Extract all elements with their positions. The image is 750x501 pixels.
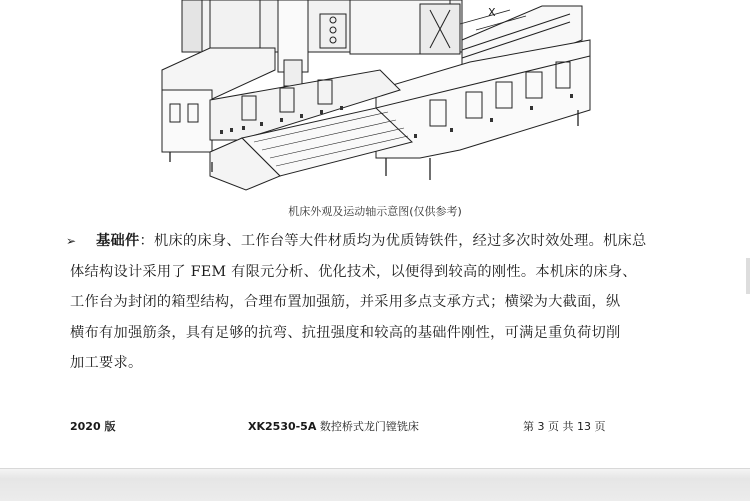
figure-caption: 机床外观及运动轴示意图(仅供参考)	[288, 205, 462, 218]
text-line: 工作台为封闭的箱型结构，合理布置加强筋，并采用多点支承方式；横梁为大截面，纵	[70, 294, 621, 310]
scrollbar-edge	[746, 258, 750, 294]
paragraph	[70, 226, 680, 379]
section-heading: 基础件	[96, 233, 140, 249]
document-title	[248, 418, 419, 434]
machine-illustration	[150, 0, 600, 192]
model-number: XK2530-5A	[248, 420, 317, 433]
text-line: 体结构设计采用了 FEM 有限元分析、优化技术，以便得到较高的刚性。本机床的床身、	[70, 263, 637, 280]
page-footer	[0, 418, 750, 440]
text-line: 加工要求。	[70, 355, 143, 371]
edition-label: 2020 版	[70, 420, 116, 433]
page-gap	[0, 468, 750, 501]
product-name: 数控桥式龙门镗铣床	[319, 420, 419, 433]
bullet-arrow-icon: ➢	[66, 234, 77, 248]
section-basic-parts	[66, 226, 680, 379]
text-line: 基础件：机床的床身、工作台等大件材质均为优质铸铁件，经过多次时效处理。机床总	[96, 233, 647, 249]
text-line: 横布有加强筋条，具有足够的抗弯、抗扭强度和较高的基础件刚性，可满足重负荷切削	[70, 324, 621, 341]
x-axis-label: X	[488, 6, 496, 19]
page-number: 第 3 页 共 13 页	[523, 420, 606, 433]
